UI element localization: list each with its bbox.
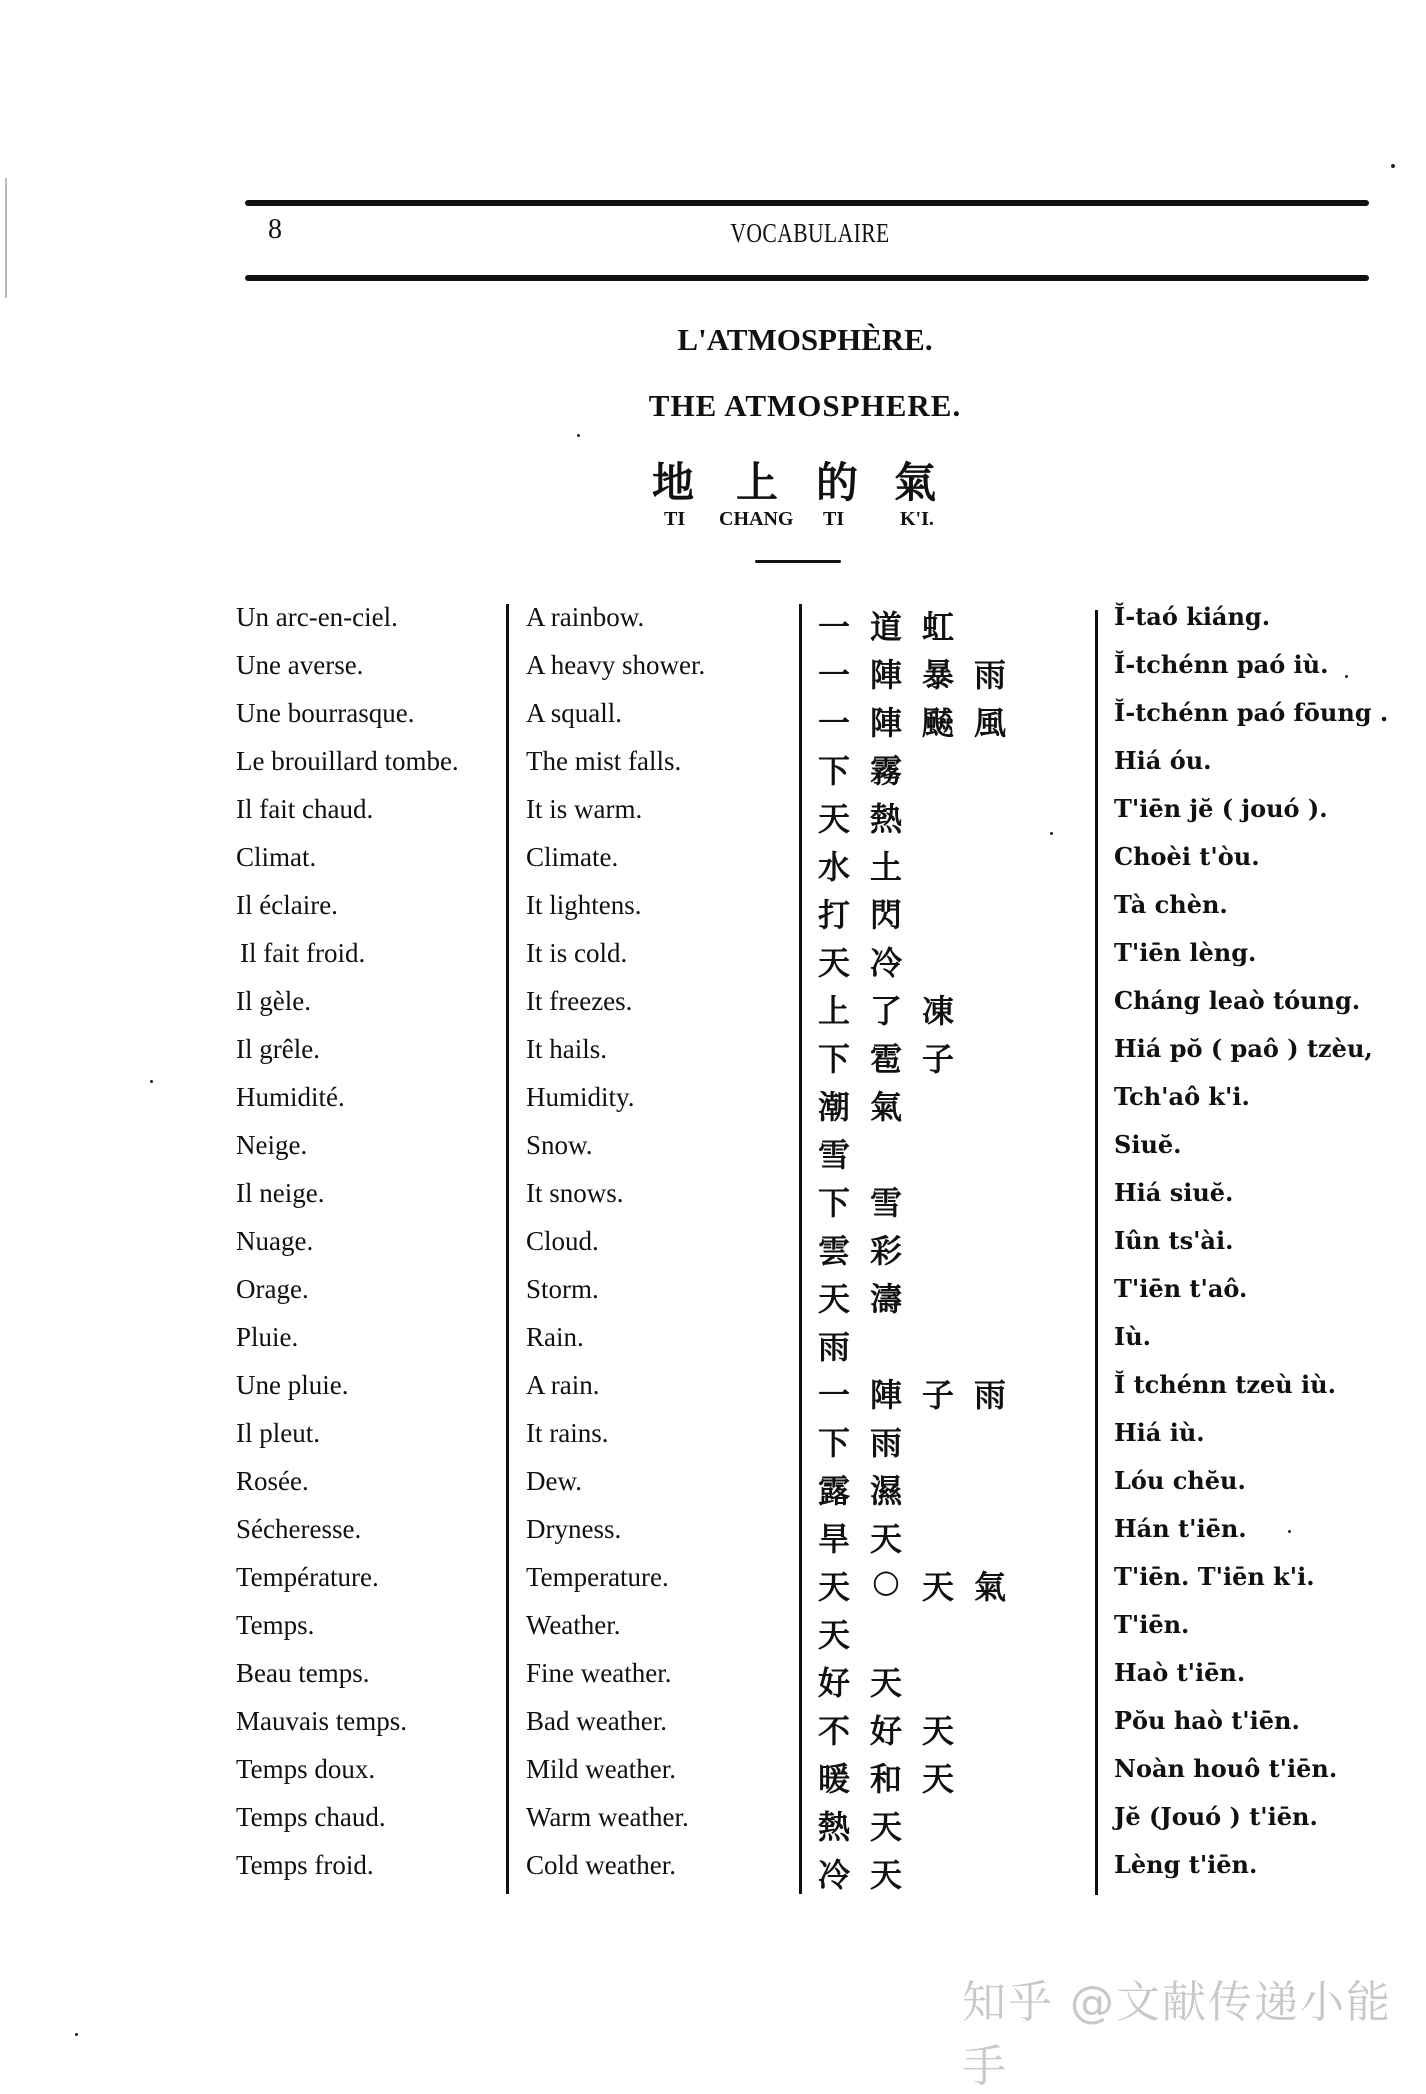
table-row [0,602,1426,650]
romanization: Ĭ-tchénn paó iù. [1114,650,1329,679]
section-title-chinese-4: 氣 [894,458,937,507]
chinese-term: 下 雪 [818,1184,903,1222]
romanization: Jĕ (Jouó ) t'iēn. [1114,1802,1318,1831]
romanization: Lóu chĕu. [1114,1466,1246,1495]
chinese-term: 天 濤 [818,1280,903,1318]
chinese-term: 露 濕 [818,1472,903,1510]
table-row [0,1610,1426,1658]
english-term: It is warm. [526,794,643,824]
english-term: Dryness. [526,1514,622,1544]
romanization: Iûn ts'ài. [1114,1226,1234,1255]
english-term: It freezes. [526,986,633,1016]
romanization: Ĭ-taó kiáng. [1114,602,1271,631]
romanization: Cháng leaò tóung. [1114,986,1361,1015]
scan-speck [150,1080,153,1083]
french-term: Climat. [236,842,317,872]
romanization: Hiá óu. [1114,746,1212,775]
section-title-chinese-3: 的 [816,458,859,507]
section-title-romanized-3: TI [823,508,845,530]
chinese-term: 下 雹 子 [818,1040,955,1078]
french-term: Mauvais temps. [236,1706,407,1736]
table-row [0,842,1426,890]
chinese-term: 天 [818,1616,851,1654]
english-term: A rain. [526,1370,600,1400]
french-term: Temps doux. [236,1754,376,1784]
romanization: Lèng t'iēn. [1114,1850,1258,1879]
table-row [0,1034,1426,1082]
chinese-term: 天 ○ 天 氣 [818,1562,1007,1606]
chinese-term: 雪 [818,1136,851,1174]
english-term: Weather. [526,1610,621,1640]
english-term: Cold weather. [526,1850,676,1880]
table-row [0,1466,1426,1514]
chinese-term: 一 陣 子 雨 [818,1376,1007,1414]
scan-edge-mark [5,178,7,298]
table-row [0,1418,1426,1466]
french-term: Humidité. [236,1082,345,1112]
table-row [0,1226,1426,1274]
french-term: Une pluie. [236,1370,349,1400]
chinese-term: 天 熱 [818,800,903,838]
romanization: Hán t'iēn. [1114,1514,1247,1543]
english-term: Dew. [526,1466,582,1496]
chinese-term: 天 冷 [818,944,903,982]
french-term: Il gèle. [236,986,311,1016]
table-row [0,1274,1426,1322]
french-term: Il fait froid. [240,938,366,968]
table-row [0,1850,1426,1898]
romanization: Ĭ tchénn tzeù iù. [1114,1370,1336,1399]
romanization: Hiá pŏ ( paô ) tzèu, [1114,1034,1373,1063]
english-term: Bad weather. [526,1706,667,1736]
english-term: Climate. [526,842,619,872]
romanization: Choèi t'òu. [1114,842,1260,871]
english-term: It is cold. [526,938,628,968]
table-row [0,1706,1426,1754]
english-term: Warm weather. [526,1802,689,1832]
chinese-term: 上 了 凍 [818,992,955,1030]
french-term: Un arc-en-ciel. [236,602,398,632]
english-term: Snow. [526,1130,593,1160]
table-row [0,1178,1426,1226]
french-term: Température. [236,1562,379,1592]
chinese-term: 下 霧 [818,752,903,790]
english-term: Cloud. [526,1226,599,1256]
chinese-term: 一 陣 暴 雨 [818,656,1007,694]
table-row [0,938,1426,986]
scan-speck [1345,675,1348,678]
table-row [0,746,1426,794]
english-term: A rainbow. [526,602,645,632]
romanization: Hiá siuĕ. [1114,1178,1234,1207]
page-number: 8 [268,214,282,245]
romanization: T'iēn lèng. [1114,938,1257,967]
romanization: T'iēn jĕ ( jouó ). [1114,794,1328,823]
chinese-term: 雲 彩 [818,1232,903,1270]
french-term: Temps chaud. [236,1802,386,1832]
chinese-term: 熱 天 [818,1808,903,1846]
scan-speck [577,434,580,437]
french-term: Nuage. [236,1226,314,1256]
french-term: Sécheresse. [236,1514,362,1544]
french-term: Le brouillard tombe. [236,746,459,776]
section-title-french: L'ATMOSPHÈRE. [677,322,933,357]
table-row [0,1514,1426,1562]
french-term: Une bourrasque. [236,698,415,728]
section-title-chinese-2: 上 [736,458,779,507]
section-title-english: THE ATMOSPHERE. [648,388,962,423]
table-row [0,794,1426,842]
table-row [0,1754,1426,1802]
english-term: It rains. [526,1418,609,1448]
table-row [0,698,1426,746]
section-title-romanized-1: TI [664,508,686,530]
english-term: Storm. [526,1274,599,1304]
romanization: Iù. [1114,1322,1152,1351]
chinese-term: 潮 氣 [818,1088,903,1126]
french-term: Il neige. [236,1178,325,1208]
french-term: Une averse. [236,650,364,680]
header-bottom-rule [245,275,1369,281]
table-row [0,1130,1426,1178]
romanization: Tà chèn. [1114,890,1228,919]
table-row [0,650,1426,698]
english-term: It lightens. [526,890,642,920]
scan-speck [1288,1530,1291,1533]
english-term: Mild weather. [526,1754,676,1784]
table-row [0,986,1426,1034]
header-top-rule [245,200,1369,206]
chinese-term: 冷 天 [818,1856,903,1894]
english-term: A heavy shower. [526,650,706,680]
chinese-term: 打 閃 [818,896,903,934]
romanization: T'iēn. T'iēn k'i. [1114,1562,1315,1591]
title-separator-rule [755,560,841,563]
english-term: Humidity. [526,1082,635,1112]
running-head: VOCABULAIRE [730,218,890,248]
table-row [0,1370,1426,1418]
table-row [0,1802,1426,1850]
section-title-chinese-1: 地 [652,458,695,507]
chinese-term: 一 道 虹 [818,608,955,646]
french-term: Beau temps. [236,1658,370,1688]
english-term: It hails. [526,1034,607,1064]
table-row [0,1082,1426,1130]
chinese-term: 旱 天 [818,1520,903,1558]
french-term: Pluie. [236,1322,299,1352]
romanization: Haò t'iēn. [1114,1658,1246,1687]
table-row [0,1562,1426,1610]
french-term: Temps. [236,1610,315,1640]
english-term: It snows. [526,1178,624,1208]
chinese-term: 下 雨 [818,1424,903,1462]
french-term: Temps froid. [236,1850,374,1880]
chinese-term: 暖 和 天 [818,1760,955,1798]
chinese-term: 雨 [818,1328,851,1366]
romanization: T'iēn t'aô. [1114,1274,1248,1303]
romanization: T'iēn. [1114,1610,1190,1639]
english-term: Rain. [526,1322,584,1352]
scan-speck [1391,164,1395,168]
french-term: Neige. [236,1130,308,1160]
chinese-term: 好 天 [818,1664,903,1702]
english-term: A squall. [526,698,623,728]
table-row [0,1658,1426,1706]
french-term: Il grêle. [236,1034,320,1064]
chinese-term: 一 陣 飇 風 [818,704,1007,742]
romanization: Ĭ-tchénn paó fōung . [1114,698,1389,727]
table-row [0,890,1426,938]
french-term: Orage. [236,1274,309,1304]
romanization: Hiá iù. [1114,1418,1205,1447]
english-term: The mist falls. [526,746,682,776]
english-term: Temperature. [526,1562,669,1592]
scan-speck [75,2033,78,2036]
french-term: Rosée. [236,1466,309,1496]
section-title-romanized-2: CHANG [719,508,794,530]
table-row [0,1322,1426,1370]
french-term: Il pleut. [236,1418,320,1448]
french-term: Il éclaire. [236,890,338,920]
french-term: Il fait chaud. [236,794,374,824]
chinese-term: 不 好 天 [818,1712,955,1750]
scan-speck [1050,832,1053,835]
section-title-romanized-4: K'I. [900,508,934,530]
romanization: Tch'aô k'i. [1114,1082,1250,1111]
watermark: 知乎 @文献传递小能手 [962,1977,1392,2092]
romanization: Siuĕ. [1114,1130,1182,1159]
romanization: Pŏu haò t'iēn. [1114,1706,1300,1735]
romanization: Noàn houô t'iēn. [1114,1754,1338,1783]
chinese-term: 水 土 [818,848,903,886]
english-term: Fine weather. [526,1658,672,1688]
